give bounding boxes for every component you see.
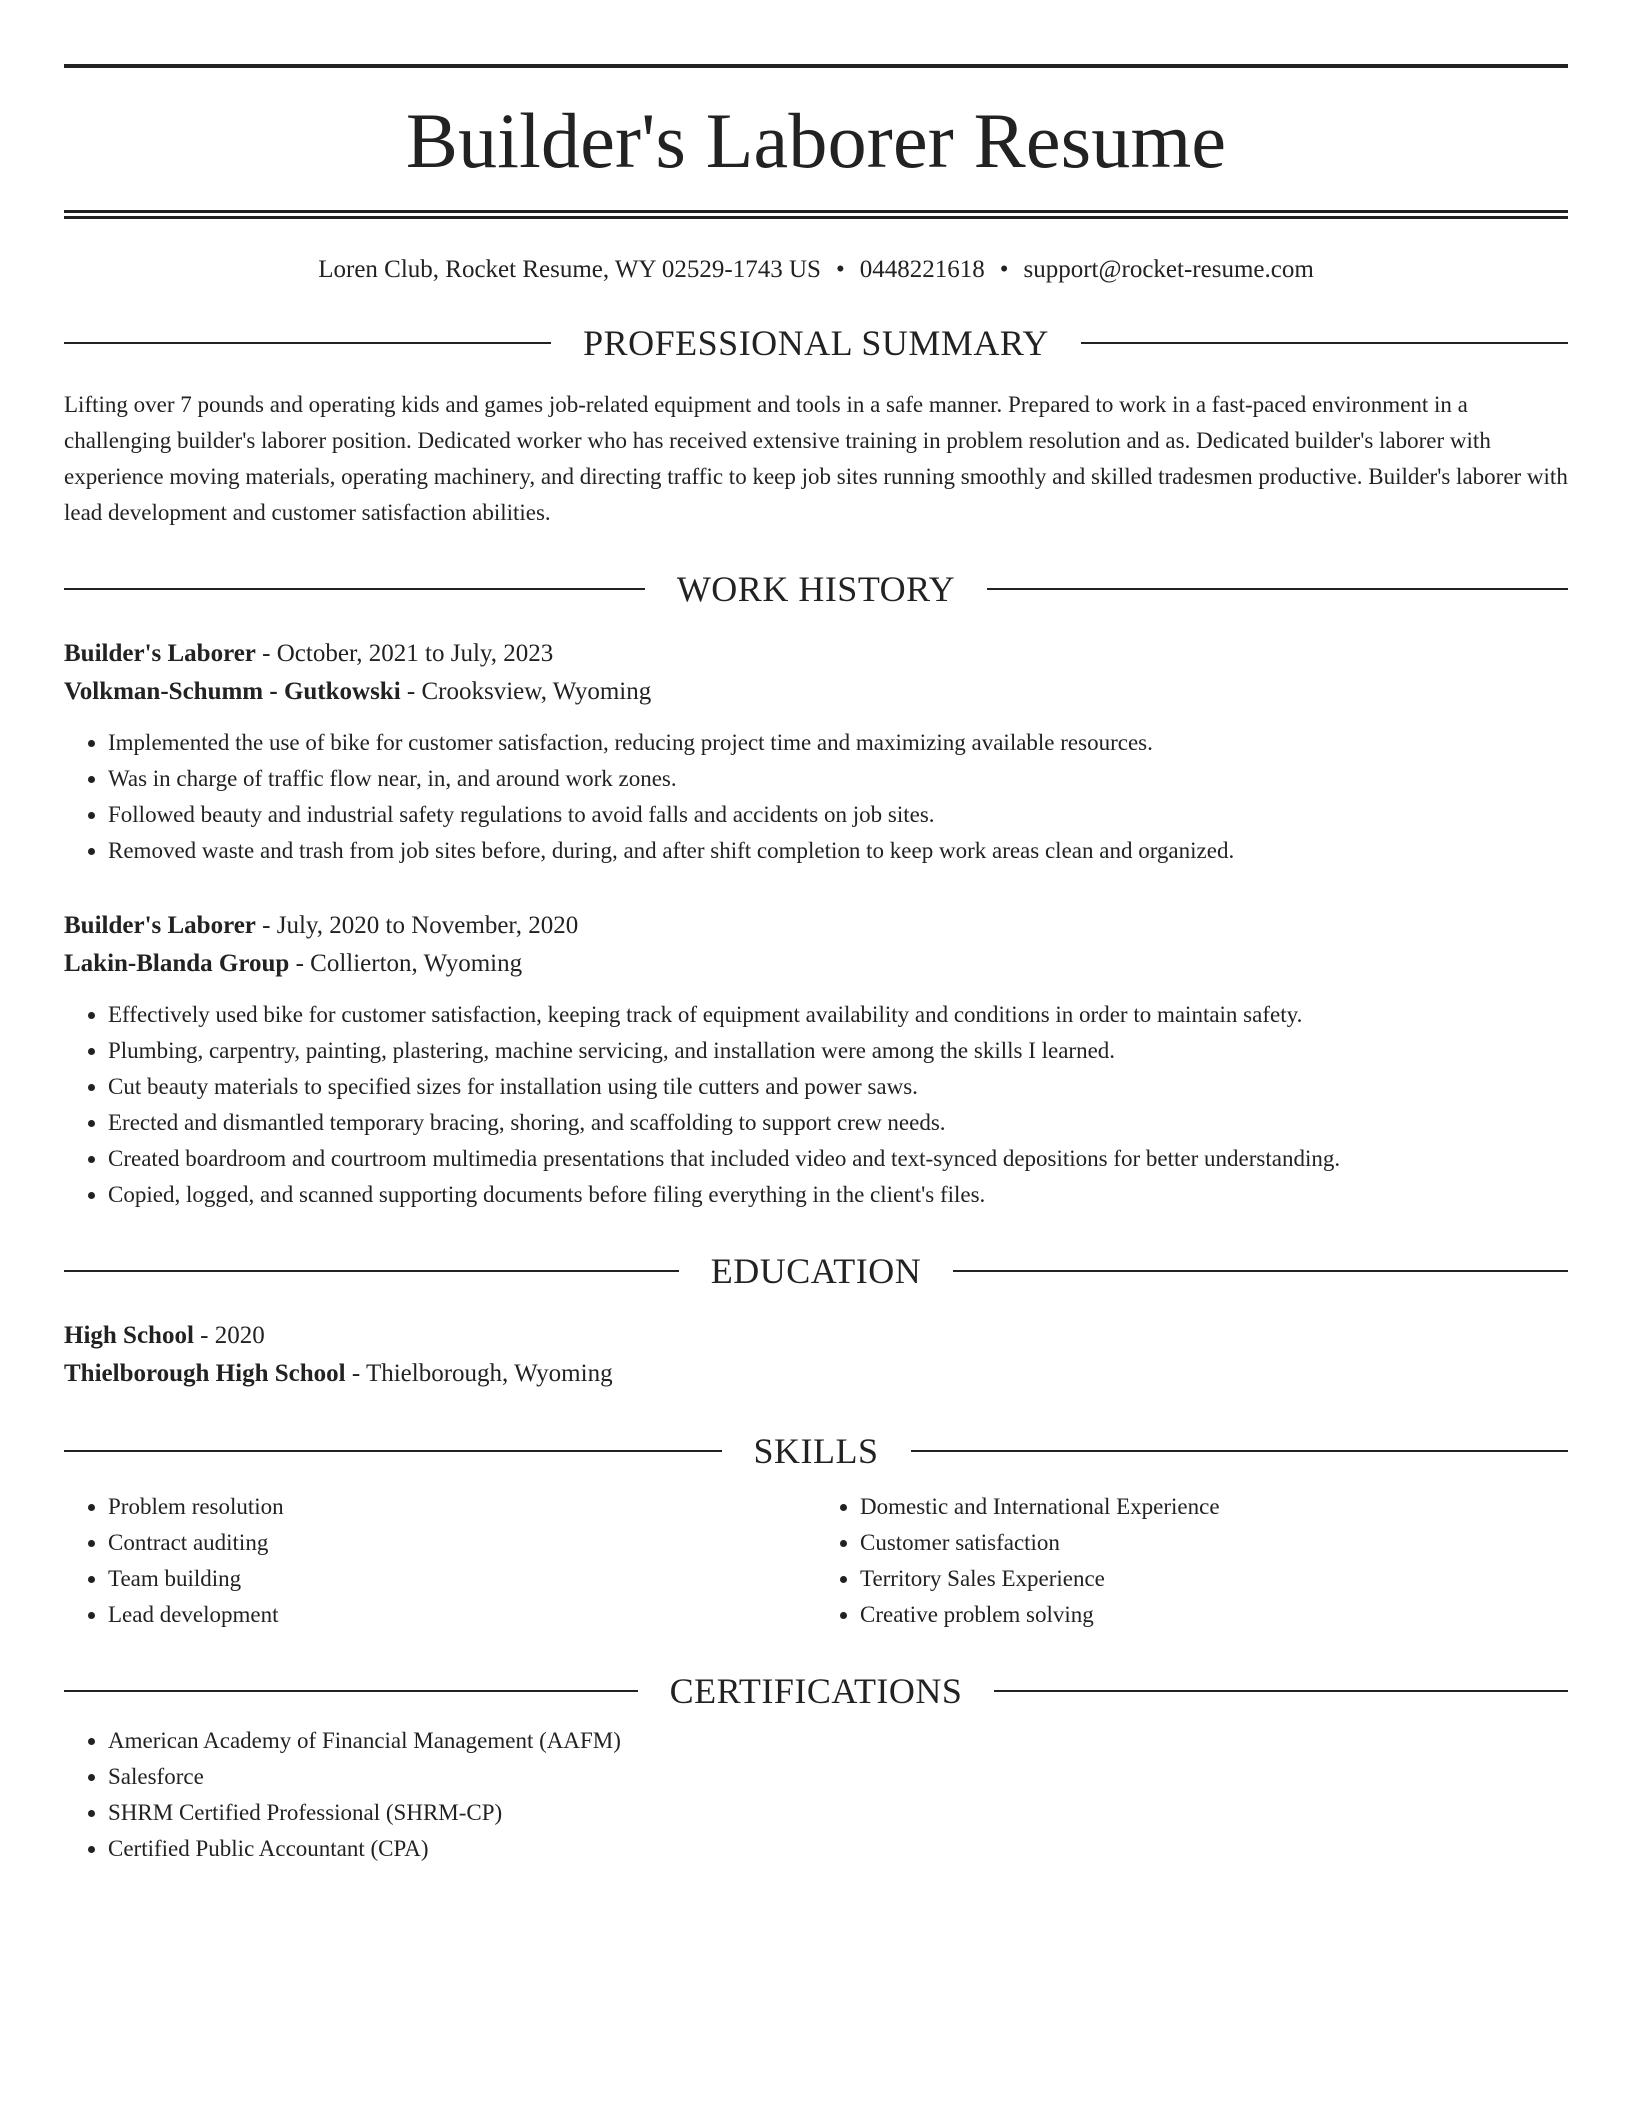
list-item: • Was in charge of traffic flow near, in, and around work zones. (108, 761, 1568, 797)
job-bullets (64, 725, 1568, 869)
divider-line (64, 588, 645, 590)
section-title: EDUCATION (710, 1251, 922, 1291)
list-item: • Contract auditing (108, 1525, 816, 1561)
job-dates: - October, 2021 to July, 2023 (255, 640, 554, 667)
separator-bullet: • (835, 256, 845, 283)
list-item: • Customer satisfaction (860, 1525, 1568, 1561)
divider-line (987, 588, 1568, 590)
contact-line (64, 255, 1568, 285)
resume-title: Builder's Laborer Resume (405, 97, 1227, 184)
skills-list-right (816, 1489, 1568, 1633)
certifications-list (64, 1723, 1568, 1867)
list-item: • Problem resolution (108, 1489, 816, 1525)
list-item: • Implemented the use of bike for customer satisfaction, reducing project time and maximizing available resources. (108, 725, 1568, 761)
separator-bullet: • (999, 256, 1009, 283)
job-dates: - July, 2020 to November, 2020 (255, 912, 579, 939)
section-heading-certifications (64, 1673, 1568, 1709)
divider-line (64, 1270, 679, 1272)
list-item: • Team building (108, 1561, 816, 1597)
list-item: • Certified Public Accountant (CPA) (108, 1831, 1568, 1867)
list-item: • Followed beauty and industrial safety regulations to avoid falls and accidents on job sites. (108, 797, 1568, 833)
job-entry (64, 907, 1568, 1213)
list-item: • Cut beauty materials to specified sizes for installation using tile cutters and power saws. (108, 1069, 1568, 1105)
job-company-row (64, 945, 1568, 983)
divider-line (64, 1450, 722, 1452)
list-item: • Plumbing, carpentry, painting, plastering, machine servicing, and installation were among the skills I learned. (108, 1033, 1568, 1069)
phone: 0448221618 (859, 256, 985, 283)
job-company-row (64, 673, 1568, 711)
summary-text: Lifting over 7 pounds and operating kids and games job-related equipment and tools in a safe manner. Prepared to work in a fast-paced environment in a challenging builder's laborer position. Dedicated worker who has received extensive training in problem resolution and as. Dedicated builder's laborer with experience moving materials, operating machinery, and directing traffic to keep job sites running smoothly and skilled tradesmen productive. Builder's laborer with lead development and customer satisfaction abilities. (64, 392, 1568, 525)
job-position: Builder's Laborer (64, 912, 256, 939)
skills-grid (64, 1489, 1568, 1633)
section-title: WORK HISTORY (676, 569, 956, 609)
section-heading-skills (64, 1433, 1568, 1469)
list-item: • Copied, logged, and scanned supporting documents before filing everything in the client's files. (108, 1177, 1568, 1213)
job-title-row (64, 635, 1568, 673)
section-heading-summary (64, 325, 1568, 361)
job-company: Lakin-Blanda Group (64, 950, 290, 977)
job-location: - Collierton, Wyoming (289, 950, 523, 977)
list-item: • Salesforce (108, 1759, 1568, 1795)
divider-line (64, 1690, 638, 1692)
education-school-row (64, 1355, 1568, 1393)
list-item: • Creative problem solving (860, 1597, 1568, 1633)
address: Loren Club, Rocket Resume, WY 02529-1743 US (318, 256, 821, 283)
list-item: • Effectively used bike for customer satisfaction, keeping track of equipment availability and conditions in order to maintain safety. (108, 997, 1568, 1033)
education-degree-row (64, 1317, 1568, 1355)
list-item: • Removed waste and trash from job sites before, during, and after shift completion to keep work areas clean and organized. (108, 833, 1568, 869)
list-item: • Erected and dismantled temporary bracing, shoring, and scaffolding to support crew needs. (108, 1105, 1568, 1141)
job-position: Builder's Laborer (64, 640, 256, 667)
list-item: • SHRM Certified Professional (SHRM-CP) (108, 1795, 1568, 1831)
list-item: • Territory Sales Experience (860, 1561, 1568, 1597)
divider-line (953, 1270, 1568, 1272)
section-heading-work-history (64, 571, 1568, 607)
education-entry (64, 1317, 1568, 1393)
job-entry (64, 635, 1568, 869)
list-item: • American Academy of Financial Management (AAFM) (108, 1723, 1568, 1759)
section-title: CERTIFICATIONS (669, 1671, 963, 1711)
skills-list-left (64, 1489, 816, 1633)
education-school: Thielborough High School (64, 1360, 346, 1387)
title-double-rule (64, 210, 1568, 219)
divider-line (1081, 342, 1568, 344)
section-title: SKILLS (753, 1431, 879, 1471)
section-heading-education (64, 1253, 1568, 1289)
top-rule (64, 64, 1568, 68)
job-title-row (64, 907, 1568, 945)
email-link[interactable]: support@rocket-resume.com (1023, 256, 1314, 283)
education-year: - 2020 (193, 1322, 265, 1349)
list-item: • Lead development (108, 1597, 816, 1633)
job-bullets (64, 997, 1568, 1213)
divider-line (64, 342, 551, 344)
divider-line (911, 1450, 1569, 1452)
education-degree: High School (64, 1322, 194, 1349)
education-location: - Thielborough, Wyoming (345, 1360, 613, 1387)
section-title: PROFESSIONAL SUMMARY (583, 323, 1049, 363)
job-location: - Crooksview, Wyoming (400, 678, 652, 705)
job-company: Volkman-Schumm - Gutkowski (64, 678, 401, 705)
list-item: • Created boardroom and courtroom multimedia presentations that included video and text-synced depositions for better understanding. (108, 1141, 1568, 1177)
list-item: • Domestic and International Experience (860, 1489, 1568, 1525)
divider-line (994, 1690, 1568, 1692)
